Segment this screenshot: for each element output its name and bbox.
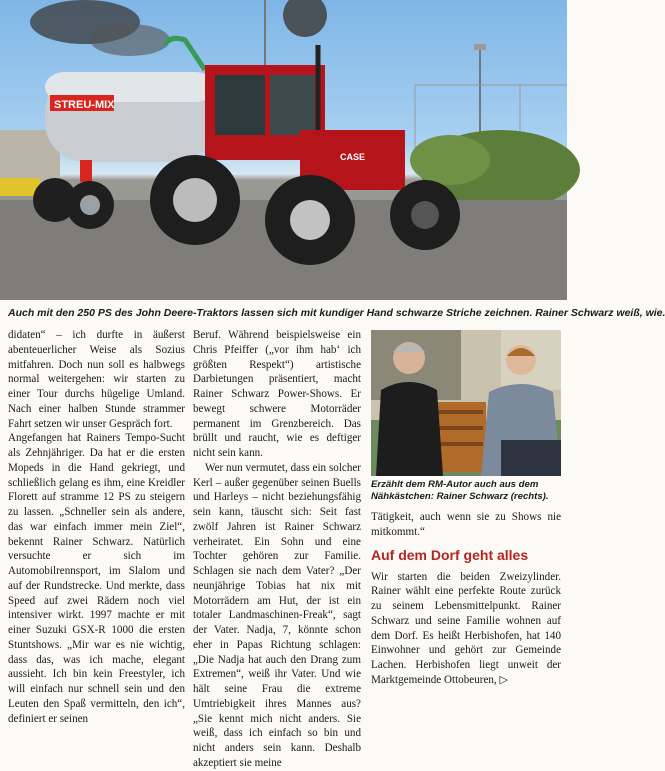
paragraph-text: Wir starten die beiden Zweizylinder. Rainer wählt eine perfekte Route zurück zu seinem Lebensmittelpunkt. Rainer Schwarz und seine Familie wohnen auf dem Dorf. Es heißt Herbishofen, hat 140 Einwohner und gehört zur Gemeinde Lachen. Herbishofen liegt unweit der Marktgemeinde Ottobeuren, (371, 570, 561, 686)
paragraph (371, 570, 561, 688)
tractor-illustration (0, 0, 567, 300)
text-column-2 (193, 328, 361, 771)
continue-arrow-icon: ▷ (499, 673, 509, 686)
section-heading: Auf dem Dorf geht alles (371, 546, 529, 563)
paragraph: didaten“ – ich durfte in äußerst abenteuerlicher Weise als Sozius mitfahren. Doch nun soll es halbwegs normal weitergehen: wir starten zu einer Tour durchs hügelige Umland. Nach einer halben Stunde strammer Fahrt setzen wir unser Gespräch fort. (8, 329, 185, 430)
paragraph: Wer nun vermutet, dass ein solcher Kerl – außer gegenüber seinen Buells und Harleys – nicht beziehungsfähig sein kann, täuscht sich: Seit fast zwölf Jahren ist Rainer Schwarz verheiratet. Ein Sohn und eine Tochter gehören zur Familie. Schlagen sie nach dem Vater? „Der neunjährige Tobias hat nix mit Motorrädern am Hut, der ist ein totaler Landmaschinen-Freak“, sagt der Vater. Nadja, 7, könnte schon eher in Papas Richtung schlagen: „Die Nadja hat auch den Drang zum Extremen“, weiß ihr Vater. Und wie hält seine Frau die extreme Umtriebigkeit ihres Mannes aus? „Sie kennt mich nicht anders. Sie weiß, dass ich einfach so bin und nicht anders sein kann. Deshalb akzeptiert sie meine (193, 461, 361, 769)
interview-photo-caption: Erzählt dem RM-Autor auch aus dem Nähkästchen: Rainer Schwarz (rechts). (371, 479, 549, 502)
paragraph: Beruf. Während beispielsweise ein Chris Pfeiffer („vor ihm hab‘ ich größten Respekt“) artistische Darbietungen präsentiert, macht Rainer Schwarz Power-Shows. Er bewegt schwere Motorräder permanent im Grenzbereich. Das brüllt und raucht, wie es deftiger nicht sein kann. (193, 329, 361, 459)
two-men-illustration (371, 330, 561, 476)
tractor-photo (0, 0, 567, 300)
paragraph: Tätigkeit, auch wenn sie zu Shows nie mitkommt.“ (371, 511, 561, 538)
tank-label: STREU-MIX (54, 99, 115, 111)
interview-photo (371, 330, 561, 476)
hood-label: CASE (340, 152, 366, 162)
text-column-1 (8, 328, 185, 726)
text-column-3 (371, 510, 561, 688)
photo-caption: Auch mit den 250 PS des John Deere-Traktors lassen sich mit kundiger Hand schwarze Striche zeichnen. Rainer Schwarz weiß, wie. (0, 300, 567, 326)
paragraph: Angefangen hat Rainers Tempo-Sucht als Zehnjähriger. Da hat er die ersten Mopeds in die Hand gekriegt, und schließlich gelang es ihm, eine Kreidler Florett auf stramme 12 PS zu steigern zu lassen. „Schneller sein als andere, das war einfach immer mein Ziel“, bekennt Rainer Schwarz. Natürlich versuchte er sich im Automobilrennsport, im Slalom und auf der Rundstrecke. Und merkte, dass Speed auf zwei Rädern noch viel intensiver wirkt. 1997 machte er mit einer Suzuki GSX-R 1000 die ersten Stuntshows. „Mir war es nie wichtig, dass das, was ich mache, elegant aussieht. Ich bin kein Freestyler, ich will einfach nur schnell sein und den Leuten den Spaß vermitteln, den ich“, definiert er seinen (8, 432, 185, 725)
